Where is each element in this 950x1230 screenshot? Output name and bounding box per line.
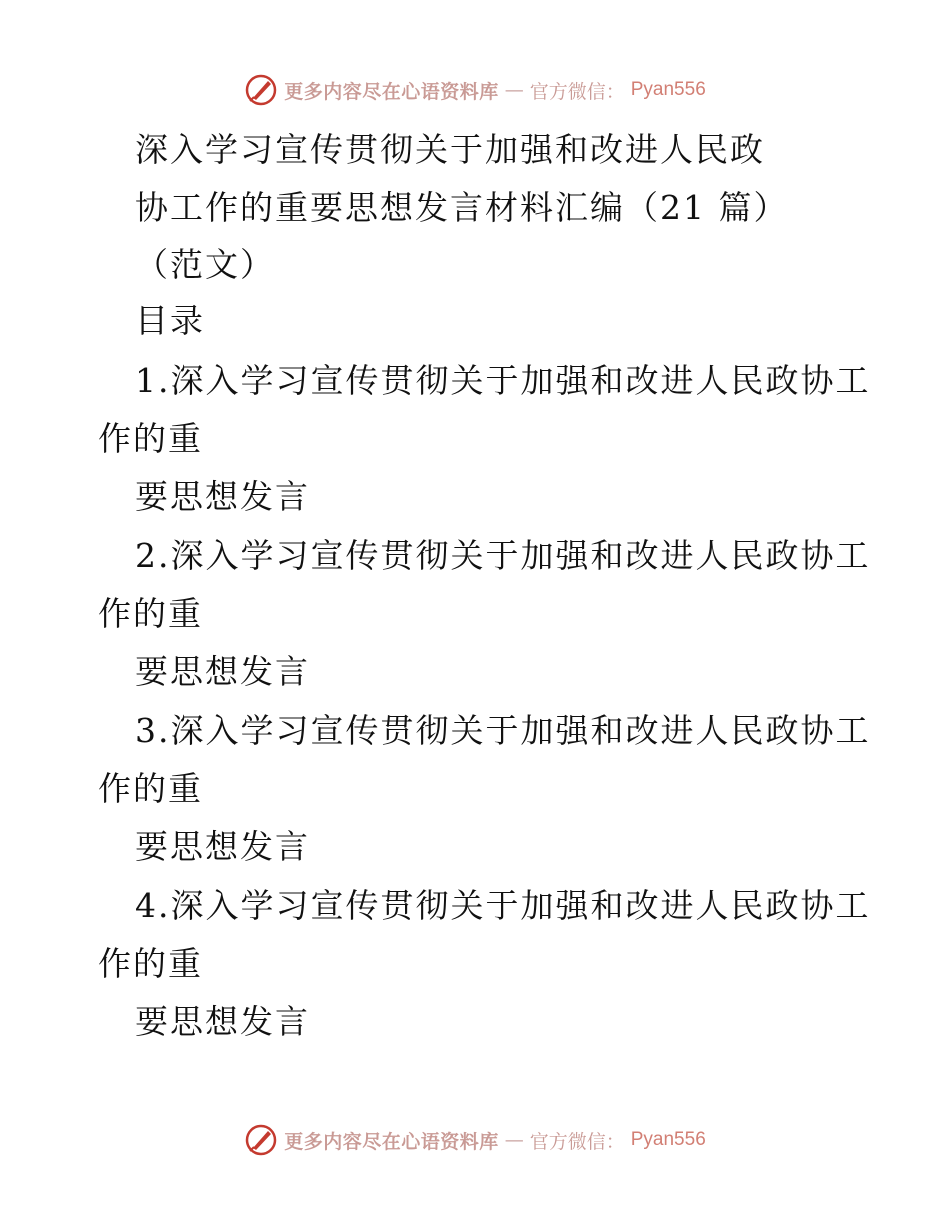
watermark-wechat-id: Pyan556 bbox=[630, 1129, 706, 1150]
toc-item-2-line-c: 要思想发言 bbox=[135, 652, 310, 691]
title-line-1: 深入学习宣传贯彻关于加强和改进人民政 bbox=[135, 130, 765, 169]
toc-heading: 目录 bbox=[135, 301, 205, 340]
toc-item-4-line-c: 要思想发言 bbox=[135, 1002, 310, 1041]
toc-item-2-line-b: 作的重 bbox=[98, 594, 203, 633]
toc-item-4-line-a: 4.深入学习宣传贯彻关于加强和改进人民政协工 bbox=[135, 886, 871, 925]
header-watermark bbox=[0, 70, 950, 110]
watermark-dash: — bbox=[504, 1129, 524, 1151]
watermark-wechat-id: Pyan556 bbox=[630, 79, 706, 100]
watermark-dash: — bbox=[504, 79, 524, 101]
watermark-wechat-label: 官方微信： bbox=[529, 80, 625, 103]
toc-item-1-line-a: 1.深入学习宣传贯彻关于加强和改进人民政协工 bbox=[135, 361, 871, 400]
watermark-wechat-label: 官方微信： bbox=[529, 1130, 625, 1153]
toc-item-3-line-c: 要思想发言 bbox=[135, 827, 310, 866]
watermark-text: 更多内容尽在心语资料库 bbox=[284, 80, 499, 103]
watermark-text: 更多内容尽在心语资料库 bbox=[284, 1130, 499, 1153]
quill-logo-icon bbox=[244, 73, 278, 107]
toc-item-1-line-c: 要思想发言 bbox=[135, 477, 310, 516]
toc-item-1-line-b: 作的重 bbox=[98, 419, 203, 458]
toc-item-4-line-b: 作的重 bbox=[98, 944, 203, 983]
toc-item-2-line-a: 2.深入学习宣传贯彻关于加强和改进人民政协工 bbox=[135, 536, 871, 575]
title-line-3: （范文） bbox=[135, 245, 275, 284]
title-line-2: 协工作的重要思想发言材料汇编（21 篇） bbox=[135, 188, 789, 227]
toc-item-3-line-b: 作的重 bbox=[98, 769, 203, 808]
quill-logo-icon bbox=[244, 1123, 278, 1157]
footer-watermark bbox=[0, 1120, 950, 1160]
toc-item-3-line-a: 3.深入学习宣传贯彻关于加强和改进人民政协工 bbox=[135, 711, 871, 750]
